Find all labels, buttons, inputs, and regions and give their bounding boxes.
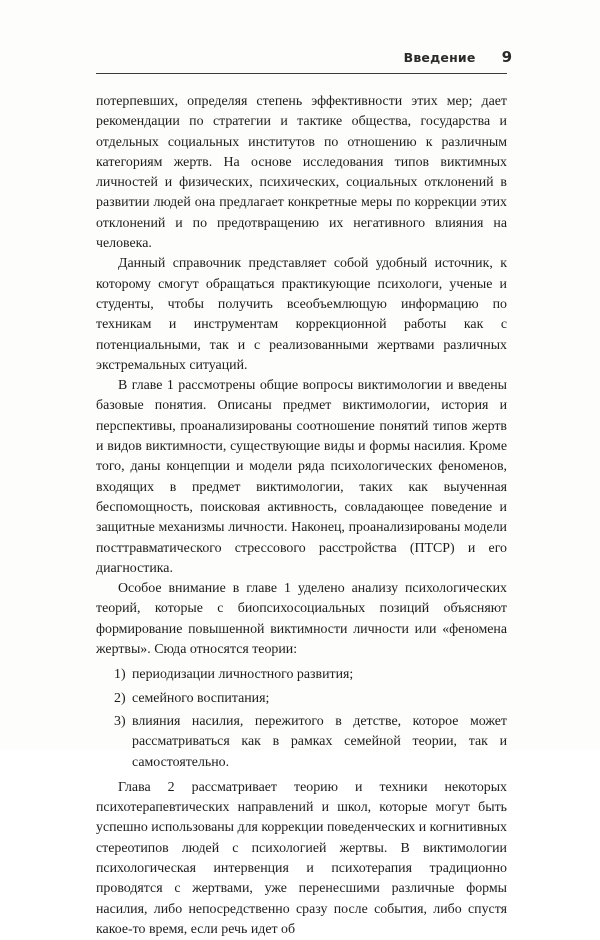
paragraph-continued: потерпевших, определяя степень эффективности этих мер; дает рекомендации по стратегии и тактике общества, государства и отдельных социальных институтов по отношению к различным категориям жертв. На основе исследования типов виктимных личностей и физических, психических, социальных отклонений в развитии людей она предлагает конкретные меры по коррекции этих отклонений и по предотвращению их негативного влияния на человека. xyxy=(96,94,507,252)
list-item xyxy=(96,689,507,709)
list-marker: 1) xyxy=(114,667,126,683)
header-rule xyxy=(96,73,507,74)
page-number: 9 xyxy=(501,48,512,66)
list-marker: 3) xyxy=(114,713,126,729)
paragraph: Глава 2 рассматривает теорию и техники некоторых психотерапевтических направлений и школ, которые могут быть успешно использованы для коррекции поведенческих и когнитивных стереотипов людей с психологией жертвы. В виктимологии психологическая интервенция и психотерапия традиционно проводятся с жертвами, уже перенесшими различные формы насилия, либо непосредственно сразу после события, либо спустя какое-то время, если речь идет об xyxy=(96,779,507,937)
paragraph: Данный справочник представляет собой удобный источник, к которому смогут обращаться практикующие психологи, ученые и студенты, чтобы получить всеобъемлющую информацию по техникам и инструментам коррекционной работы как с потенциальными, так и с реализованными жертвами различных экстремальных ситуаций. xyxy=(96,256,507,373)
list-item-text: периодизации личностного развития; xyxy=(132,667,354,683)
list-item-text: семейного воспитания; xyxy=(132,690,270,706)
body-text xyxy=(96,92,507,940)
list-item xyxy=(96,712,507,773)
list-item-text: влияния насилия, пережитого в детстве, которое может рассматриваться как в рамках семейной теории, так и самостоятельно. xyxy=(132,713,507,770)
list-item xyxy=(96,665,507,685)
list-marker: 2) xyxy=(114,690,126,706)
theories-list xyxy=(96,665,507,772)
paragraph: В главе 1 рассмотрены общие вопросы виктимологии и введены базовые понятия. Описаны предмет виктимологии, история и перспективы, проанализированы соотношение понятий типов жертв и видов виктимности, существующие виды и формы насилия. Кроме того, даны концепции и модели ряда психологических феноменов, входящих в предмет виктимологии, таких как выученная беспомощность, поисковая активность, совладающее поведение и защитные механизмы личности. Наконец, проанализированы модели посттравматического стрессового расстройства (ПТСР) и его диагностика. xyxy=(96,378,507,576)
running-header xyxy=(404,48,512,66)
paragraph: Особое внимание в главе 1 уделено анализу психологических теорий, которые с биопсихосоциальных позиций объясняют формирование повышенной виктимности личности или «феномена жертвы». Сюда относятся теории: xyxy=(96,581,507,658)
section-title: Введение xyxy=(403,50,476,65)
